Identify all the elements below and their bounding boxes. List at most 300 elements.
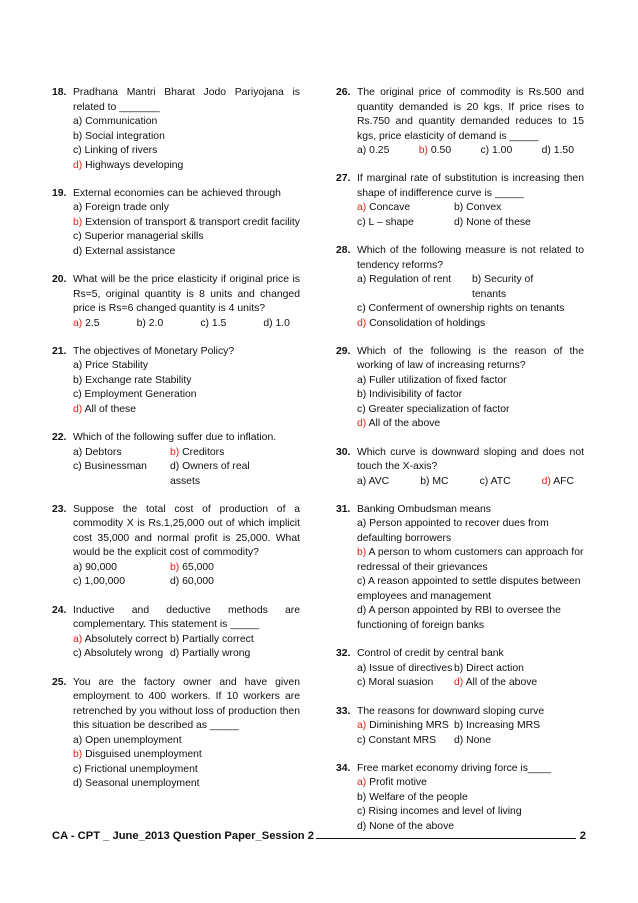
answer-option [357,575,584,604]
option-label: b) [357,791,367,803]
option-label: d) [170,648,180,660]
answer-option [357,517,584,546]
option-text: AVC [368,475,390,487]
options-list [52,317,300,332]
option-text: External assistance [85,245,176,257]
question-number: 31. [336,503,351,515]
question-block [336,446,584,490]
question-block [336,86,584,159]
question-block [52,503,300,590]
question-block [336,503,584,634]
question-text: The objectives of Monetary Policy? [73,345,235,357]
option-text: Frictional unemployment [84,763,198,775]
answer-option [170,633,267,648]
option-text: Absolutely correct [84,633,168,645]
question-block [52,345,300,418]
question-text: You are the factory owner and have given employment to 400 workers. If 10 workers are retrenched by you without loss of production then this situation be described as _____ [73,676,300,732]
option-text: 1.00 [492,145,513,156]
options-list [52,561,300,590]
options-list [336,776,584,834]
question-block [52,431,300,489]
footer-rule [316,830,576,839]
option-text: Welfare of the people [369,791,468,803]
option-text: Absolutely wrong [83,648,164,660]
answer-option [73,734,300,749]
option-text: None [466,734,491,746]
option-label: c) [357,806,366,818]
option-label: b) [170,633,180,645]
answer-option [73,388,300,403]
option-label: c) [73,576,82,588]
options-list [52,633,300,662]
option-label: c) [200,317,209,329]
option-text: Indivisibility of factor [369,389,463,401]
question-header [336,705,584,720]
answer-option [357,546,584,575]
option-label: a) [73,446,83,458]
question-number: 23. [52,503,67,515]
answer-option [454,734,551,749]
answer-option [73,245,300,260]
option-label: a) [357,274,367,286]
right-column [336,86,584,848]
option-label: c) [73,389,82,401]
answer-option [357,604,584,633]
option-text: Convex [466,202,502,214]
option-text: 65,000 [182,561,214,573]
option-label: d) [454,677,464,689]
option-label: a) [357,777,367,789]
option-text: Owners of real assets [170,461,250,487]
answer-option [263,317,290,332]
question-block [52,86,300,173]
option-text: Partially wrong [182,648,251,660]
question-text: If marginal rate of substitution is increasing then shape of indifference curve is _____ [357,173,584,199]
options-list [336,374,584,432]
option-text: Open unemployment [85,734,182,746]
question-block [336,244,584,331]
options-list [336,144,584,159]
question-header [52,604,300,633]
option-label: d) [454,216,464,228]
option-text: Employment Generation [84,389,197,401]
question-number: 30. [336,446,351,458]
answer-option [357,662,454,677]
answer-option [73,403,300,418]
option-text: Extension of transport & transport credit facility [85,216,300,228]
option-row [73,647,300,662]
question-text: External economies can be achieved through [73,187,281,199]
option-label: b) [73,374,83,386]
option-text: All of the above [368,418,441,430]
option-label: c) [357,734,366,746]
answer-option [357,201,454,216]
option-text: Profit motive [369,777,427,789]
answer-option [357,144,389,159]
option-text: A person to whom customers can approach for redressal of their grievances [357,547,584,573]
question-number: 29. [336,345,351,357]
option-label: b) [73,130,83,142]
option-label: b) [454,720,464,732]
option-text: 60,000 [182,576,214,588]
option-label: d) [541,145,551,156]
question-header [52,187,300,202]
question-header [336,172,584,201]
option-label: d) [73,245,83,257]
answer-option [73,575,170,590]
answer-option [357,317,584,332]
answer-option [73,374,300,389]
option-text: 1.5 [211,317,227,329]
option-text: A person appointed by RBI to oversee the functioning of foreign banks [357,605,561,631]
question-text: Which of the following measure is not related to tendency reforms? [357,245,584,271]
option-label: a) [357,518,367,530]
option-row [73,633,300,648]
option-label: b) [420,475,430,487]
question-text: The original price of commodity is Rs.500 and quantity demanded is 20 kgs. If price rises to Rs.750 and quantity demanded reduces to 15 kgs, price elasticity of demand is _____ [357,87,584,142]
answer-option [357,734,454,749]
footer-title: CA - CPT _ June_2013 Question Paper_Session 2 [52,830,314,842]
question-text: What will be the price elasticity if original price is Rs=5, original quantity is 8 units and changed price is Rs=6 changed quantity is 4 units? [73,274,300,315]
option-label: a) [73,202,83,214]
option-text: MC [432,475,449,487]
answer-option [73,359,300,374]
option-label: a) [357,662,367,674]
option-label: c) [73,231,82,243]
option-text: None of the above [369,820,455,832]
question-header [52,676,300,734]
option-label: c) [357,403,366,415]
option-text: Seasonal unemployment [85,778,200,790]
option-text: None of these [466,216,531,228]
answer-option [357,388,584,403]
answer-option [357,403,584,418]
question-number: 21. [52,345,67,357]
question-text: The reasons for downward sloping curve [357,705,545,717]
question-text: Which curve is downward sloping and does not touch the X-axis? [357,446,584,473]
option-label: d) [541,475,551,487]
answer-option [357,273,472,302]
option-label: b) [357,389,367,401]
question-text: Which of the following is the reason of the working of law of increasing returns? [357,345,584,372]
options-list [336,662,584,691]
question-number: 32. [336,648,351,660]
answer-option [73,763,300,778]
answer-option [542,475,574,490]
answer-option [73,159,300,174]
options-list [52,115,300,173]
option-label: a) [73,116,83,127]
page-number: 2 [579,830,586,842]
option-label: c) [73,145,82,156]
option-text: 2.5 [85,317,100,329]
answer-option [73,317,100,332]
option-text: Partially correct [182,633,254,645]
option-text: Person appointed to recover dues from defaulting borrowers [357,518,549,544]
page-footer [52,830,586,842]
options-list [336,273,584,331]
left-column [52,86,300,805]
option-text: Diminishing MRS [369,720,449,732]
question-header [52,86,300,115]
answer-option [200,317,226,332]
option-text: Conferment of ownership rights on tenants [368,303,565,315]
answer-option [357,475,389,490]
question-header [336,503,584,518]
answer-option [73,748,300,763]
option-label: d) [263,317,273,329]
option-row [73,317,300,332]
option-row [357,216,584,231]
option-text: Rising incomes and level of living [368,806,522,818]
option-label: a) [357,475,367,487]
option-label: c) [357,677,366,689]
question-text: Free market economy driving force is____ [357,762,552,774]
options-list [336,201,584,230]
option-text: Consolidation of holdings [369,317,486,329]
answer-option [73,130,300,145]
option-text: All of these [84,403,136,415]
option-label: c) [357,576,366,588]
question-number: 25. [52,676,67,688]
answer-option [73,230,300,245]
answer-option [480,144,512,159]
option-label: b) [472,274,482,286]
option-label: c) [73,461,82,473]
answer-option [454,662,551,677]
option-row [357,719,584,734]
question-block [52,676,300,792]
question-number: 24. [52,604,67,616]
answer-option [357,302,584,317]
question-text: Control of credit by central bank [357,648,504,660]
option-label: b) [357,547,367,559]
option-text: Debtors [85,446,122,458]
question-header [336,244,584,273]
option-label: b) [73,749,83,761]
answer-option [73,647,170,662]
option-text: Increasing MRS [466,720,541,732]
question-block [52,604,300,662]
answer-option [73,446,170,461]
option-text: 1.0 [275,317,290,329]
answer-option [170,647,267,662]
option-row [357,475,584,490]
option-text: 0.25 [369,145,390,156]
option-text: Foreign trade only [85,202,169,214]
options-list [52,201,300,259]
option-text: Direct action [466,662,524,674]
answer-option [454,719,551,734]
option-text: Linking of rivers [84,145,158,156]
option-label: d) [73,403,83,415]
option-row [73,561,300,576]
option-label: d) [170,576,180,588]
option-text: Security of tenants [472,274,534,300]
option-row [357,144,584,159]
option-label: b) [136,317,146,329]
option-row [357,734,584,749]
answer-option [472,273,569,302]
answer-option [137,317,164,332]
option-text: Businessman [84,461,147,473]
answer-option [357,805,584,820]
answer-option [454,201,551,216]
question-number: 28. [336,245,351,257]
option-label: b) [418,145,428,156]
answer-option [170,460,267,489]
question-text: Pradhana Mantri Bharat Jodo Pariyojana is related to _______ [73,87,300,113]
option-label: d) [357,605,367,617]
question-text: Inductive and deductive methods are complementary. This statement is _____ [73,604,300,631]
option-label: b) [73,216,83,228]
answer-option [480,475,511,490]
question-number: 26. [336,87,351,98]
option-label: a) [73,633,83,645]
options-list [336,719,584,748]
answer-option [357,417,584,432]
option-text: Regulation of rent [369,274,452,286]
question-header [52,503,300,561]
option-text: Disguised unemployment [85,749,202,761]
answer-option [170,446,267,461]
answer-option [357,216,454,231]
option-text: Exchange rate Stability [85,374,192,386]
option-label: c) [479,475,489,487]
answer-option [73,561,170,576]
option-text: Issue of directives [369,662,453,674]
option-text: AFC [553,475,574,487]
option-label: c) [357,303,366,315]
option-label: d) [73,778,83,790]
answer-option [420,475,448,490]
option-text: A reason appointed to settle disputes between employees and management [357,576,581,602]
options-list [52,734,300,792]
question-header [52,431,300,446]
option-text: Creditors [182,446,225,458]
options-list [52,446,300,490]
answer-option [170,575,267,590]
option-text: Moral suasion [368,677,434,689]
option-text: 90,000 [85,561,117,573]
question-header [336,762,584,777]
option-text: L – shape [368,216,414,228]
answer-option [357,719,454,734]
option-label: b) [454,202,464,214]
option-label: c) [357,216,366,228]
answer-option [73,144,300,159]
option-text: Communication [85,116,158,127]
option-text: Greater specialization of factor [368,403,510,415]
option-text: Constant MRS [368,734,437,746]
option-text: Fuller utilization of fixed factor [369,374,507,386]
option-label: d) [454,734,464,746]
question-block [336,172,584,230]
option-text: 2.0 [148,317,164,329]
option-label: b) [170,561,180,573]
option-label: a) [357,202,367,214]
question-block [336,647,584,691]
options-list [336,475,584,490]
option-label: a) [357,720,367,732]
option-label: a) [73,734,83,746]
option-text: Concave [369,202,411,214]
answer-option [73,216,300,231]
option-text: All of the above [465,677,538,689]
option-text: Price Stability [85,360,149,372]
answer-option [542,144,574,159]
option-label: a) [357,374,367,386]
question-number: 34. [336,762,351,774]
option-row [357,273,584,302]
question-header [336,345,584,374]
option-row [357,676,584,691]
option-label: a) [73,561,83,573]
option-label: d) [357,317,367,329]
question-block [52,187,300,260]
answer-option [357,776,584,791]
option-row [73,460,300,489]
option-text: ATC [490,475,511,487]
option-text: 1.50 [553,145,574,156]
options-list [336,517,584,633]
option-label: a) [357,145,367,156]
question-block [336,345,584,432]
option-text: Highways developing [85,159,184,171]
question-header [336,86,584,144]
option-label: a) [73,360,83,372]
question-text: Banking Ombudsman means [357,503,491,515]
option-row [357,662,584,677]
question-text: Suppose the total cost of production of a commodity X is Rs.1,25,000 out of which implicit cost 35,000 and normal profit is 25,000. What would be the explicit cost of commodity? [73,503,300,559]
question-text: Which of the following suffer due to inflation. [73,432,277,444]
option-text: 0.50 [430,145,452,156]
question-number: 19. [52,187,67,199]
option-label: d) [357,820,367,832]
question-block [52,273,300,331]
question-header [52,273,300,317]
question-header [336,647,584,662]
answer-option [73,777,300,792]
option-label: b) [170,446,180,458]
question-block [336,762,584,835]
option-row [73,575,300,590]
answer-option [419,144,451,159]
option-label: d) [357,418,367,430]
answer-option [73,201,300,216]
option-label: a) [73,317,83,329]
answer-option [73,460,170,489]
option-row [73,446,300,461]
option-label: b) [454,662,464,674]
option-text: Superior managerial skills [84,231,204,243]
question-number: 18. [52,87,67,98]
answer-option [454,676,551,691]
answer-option [73,115,300,130]
question-block [336,705,584,749]
option-text: 1,00,000 [84,576,125,588]
option-label: c) [480,145,490,156]
option-label: d) [73,159,83,171]
question-header [336,446,584,475]
option-row [357,201,584,216]
answer-option [357,374,584,389]
question-number: 22. [52,432,67,444]
option-label: c) [73,648,82,660]
question-number: 33. [336,705,351,717]
answer-option [357,791,584,806]
question-number: 27. [336,173,351,185]
